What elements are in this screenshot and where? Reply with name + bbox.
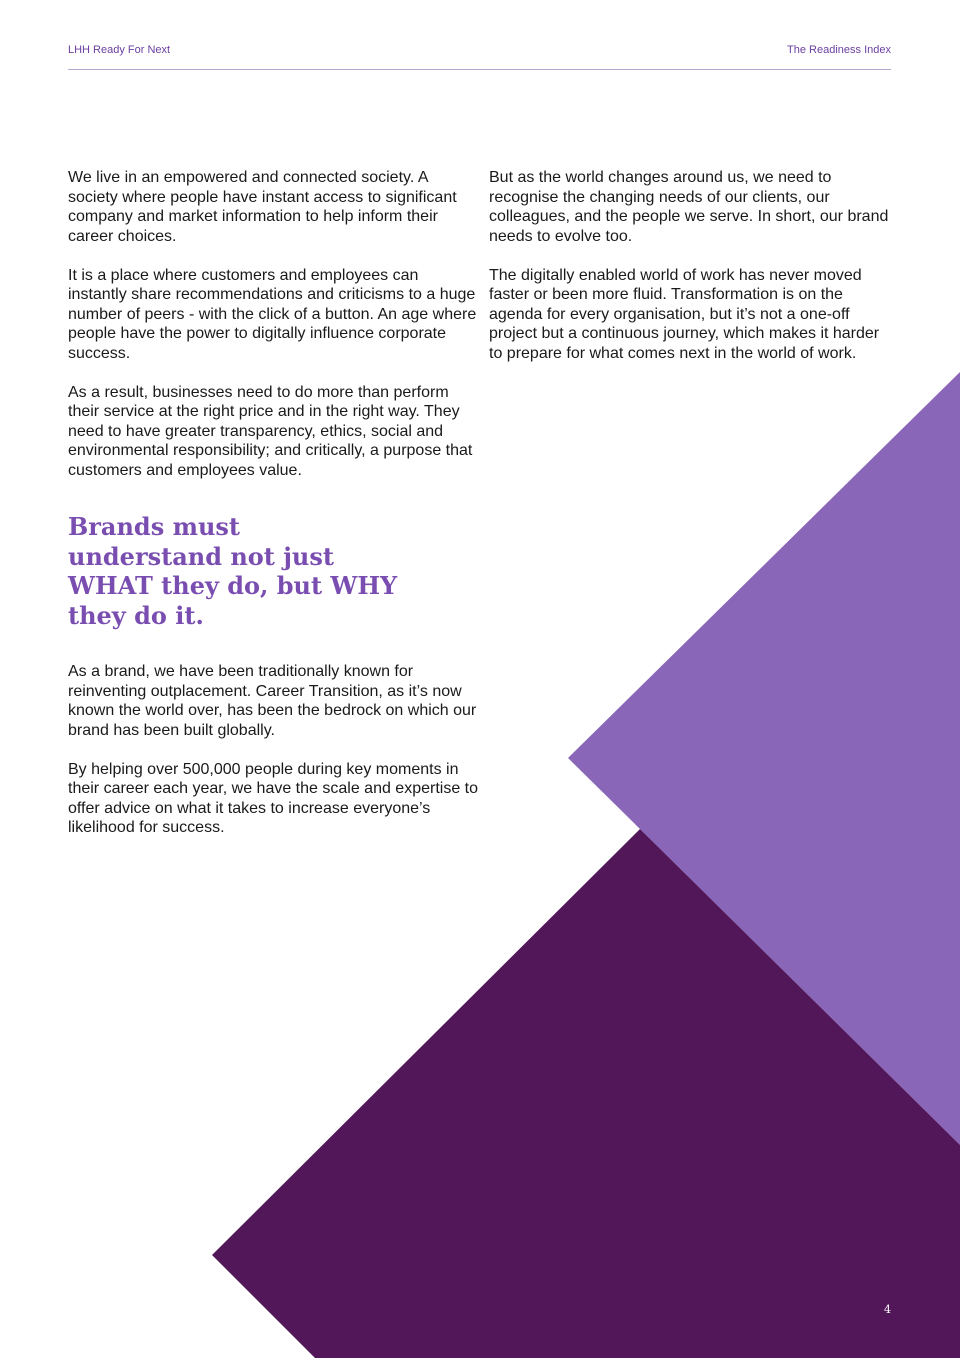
paragraph: The digitally enabled world of work has never moved faster or been more fluid. Transformation is on the agenda for every organisation, but it’s not a one-off project but a continuous journey, which makes it harder to prepare for what comes next in the world of work.: [489, 266, 880, 362]
pull-quote: Brands must understand not just WHAT they do, but WHY they do it.: [68, 512, 398, 630]
paragraph: As a result, businesses need to do more than perform their service at the right price and in the right way. They need to have greater transparency, ethics, social and environmental responsibility; and critically, a purpose that customers and employees value.: [68, 383, 473, 479]
paragraph: It is a place where customers and employees can instantly share recommendations and criticisms to a huge number of peers - with the click of a button. An age where people have the power to digitally influence corporate success.: [68, 266, 477, 362]
header-document-title: The Readiness Index: [787, 44, 891, 56]
left-column: [68, 168, 478, 857]
header-brand-text: LHH Ready For Next: [68, 44, 171, 56]
right-column: [489, 168, 894, 383]
page-number: 4: [884, 1303, 891, 1316]
paragraph: But as the world changes around us, we need to recognise the changing needs of our clients, our colleagues, and the people we serve. In short, our brand needs to evolve too.: [489, 169, 889, 245]
paragraph: As a brand, we have been traditionally known for reinventing outplacement. Career Transition, as it’s now known the world over, has been the bedrock on which our brand has been built globally.: [68, 663, 477, 739]
paragraph: By helping over 500,000 people during key moments in their career each year, we have the scale and expertise to offer advice on what it takes to increase everyone’s likelihood for success.: [68, 760, 479, 836]
paragraph: We live in an empowered and connected society. A society where people have instant access to significant company and market information to help inform their career choices.: [68, 169, 457, 245]
